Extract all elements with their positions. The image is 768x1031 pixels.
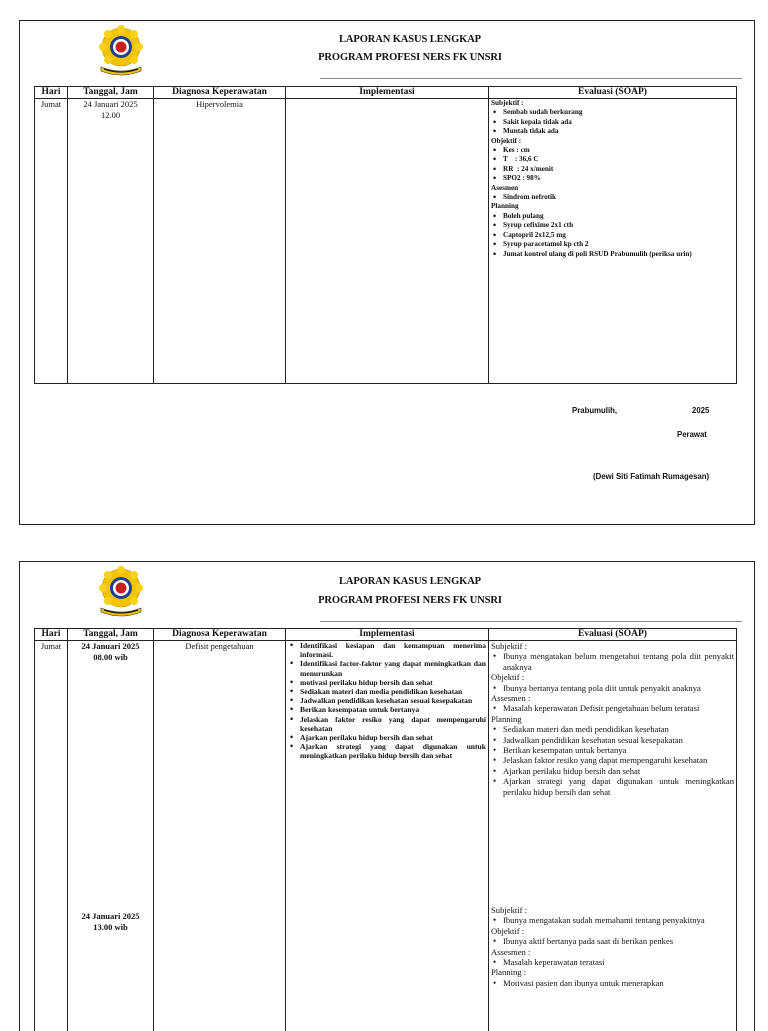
col-implementasi: Implementasi	[286, 629, 489, 641]
diagnosis-text: Hipervolemia	[196, 99, 243, 109]
university-crest-icon	[95, 25, 147, 79]
soap-p-item: • Ajarkan strategi yang dapat digunakan untuk meningkatkan perilaku hidup bersih dan sehat	[503, 776, 734, 797]
soap-p-label: Planning	[491, 714, 734, 724]
impl-item: • Identifikasi factor-faktor yang dapat meningkatkan dan menurunkan	[300, 659, 486, 677]
impl-item: • Jelaskan faktor resiko yang dapat mempengaruhi kesehatan	[300, 715, 486, 733]
soap-a-label: Assesmen :	[491, 947, 734, 957]
col-tanggal-jam: Tanggal, Jam	[68, 87, 154, 99]
impl-item: • Jadwalkan pendidikan kesehatan sesuai kesepakatan	[300, 696, 486, 705]
soap-o-item: • Ibunya aktif bertanya pada saat di berikan penkes	[503, 936, 734, 946]
cell-diagnosis	[154, 641, 286, 1031]
col-hari: Hari	[35, 87, 68, 99]
soap-s-item: • Ibunya mengatakan sudah memahami tentang penyakitnya	[503, 915, 734, 925]
header-rule	[320, 621, 742, 622]
col-evaluasi: Evaluasi (SOAP)	[489, 629, 737, 641]
soap-o-label: Objektif :	[491, 926, 734, 936]
signature-name: (Dewi Siti Fatimah Rumagesan)	[593, 472, 709, 481]
report-page-2	[19, 561, 755, 1031]
soap-p-item: • Motivasi pasien dan ibunya untuk menerapkan	[503, 978, 734, 988]
soap-p-item: • Syrup paracetamol kp cth 2	[503, 240, 734, 249]
col-tanggal-jam: Tanggal, Jam	[68, 629, 154, 641]
day-text: Jumat	[41, 99, 61, 109]
soap-a-label: Asesmen	[491, 184, 734, 193]
report-table-1	[34, 86, 737, 384]
col-evaluasi: Evaluasi (SOAP)	[489, 87, 737, 99]
impl-item: • Sediakan materi dan media pendidikan kesehatan	[300, 687, 486, 696]
col-hari: Hari	[35, 629, 68, 641]
cell-implementasi	[286, 641, 489, 1031]
diagnosis-text: Defisit pengetahuan	[185, 641, 253, 651]
soap-p-item: • Captopril 2x12,5 mg	[503, 231, 734, 240]
soap-o-item: • Ibunya bertanya tentang pola diit untuk penyakit anaknya	[503, 683, 734, 693]
soap-p-item: • Sediakan materi dan medi pendidikan kesehatan	[503, 724, 734, 734]
soap-s-item: • Ibunya mengatakan belum mengetahui tentang pola diit penyakit anaknya	[503, 651, 734, 672]
soap-p-label: Planning	[491, 202, 734, 211]
day-text: Jumat	[41, 641, 61, 651]
cell-date	[68, 641, 154, 1031]
impl-item: • Identifikasi kesiapan dan kemampuan menerima informasi.	[300, 641, 486, 659]
soap-s-label: Subjektif :	[491, 641, 734, 651]
soap-o-label: Objektif :	[491, 137, 734, 146]
soap-p-item: • Boleh pulang	[503, 212, 734, 221]
date-text-2: 24 Januari 2025	[68, 911, 153, 922]
report-subtitle: PROGRAM PROFESI NERS FK UNSRI	[270, 595, 550, 606]
time-text: 08.00 wib	[70, 652, 151, 663]
soap-o-item: • RR : 24 x/menit	[503, 165, 734, 174]
report-title: LAPORAN KASUS LENGKAP	[280, 572, 540, 591]
cell-date	[68, 99, 154, 384]
time-text-2: 13.00 wib	[68, 922, 153, 933]
cell-soap	[489, 641, 737, 1031]
soap-o-item: • SPO2 : 98%	[503, 174, 734, 183]
cell-implementasi	[286, 99, 489, 384]
report-title: LAPORAN KASUS LENGKAP	[280, 30, 540, 49]
report-subtitle: PROGRAM PROFESI NERS FK UNSRI	[270, 52, 550, 63]
signature-year: 2025	[692, 406, 709, 415]
soap-p-item: • Jadwalkan pendidikan kesehatan sesuai kesepakatan	[503, 735, 734, 745]
impl-item: • Ajarkan strategi yang dapat digunakan untuk meningkatkan perilaku hidup bersih dan sehat	[300, 742, 486, 760]
soap-s-label: Subjektif :	[491, 905, 734, 915]
impl-item: • Berikan kesempatan untuk bertanya	[300, 705, 486, 714]
soap-a-item: • Sindrom nefrotik	[503, 193, 734, 202]
header-rule	[320, 78, 742, 79]
date-text: 24 Januari 2025	[70, 99, 151, 110]
soap-a-item: • Masalah keperawatan teratasi	[503, 957, 734, 967]
col-diagnosa: Diagnosa Keperawatan	[154, 87, 286, 99]
soap-p-item: • Syrup cefixime 2x1 cth	[503, 221, 734, 230]
cell-day	[35, 99, 68, 384]
report-page-1	[19, 20, 755, 525]
soap-p-item: • Berikan kesempatan untuk bertanya	[503, 745, 734, 755]
soap-s-item: • Sembab sudah berkurang	[503, 108, 734, 117]
date-text: 24 Januari 2025	[70, 641, 151, 652]
col-implementasi: Implementasi	[286, 87, 489, 99]
cell-diagnosis	[154, 99, 286, 384]
soap-p-item: • Ajarkan perilaku hidup bersih dan sehat	[503, 766, 734, 776]
soap-a-label: Assesmen :	[491, 693, 734, 703]
signature-place: Prabumulih,	[572, 406, 617, 415]
time-text: 12.00	[70, 110, 151, 121]
soap-p-item: • Jelaskan faktor resiko yang dapat mempengaruhi kesehatan	[503, 755, 734, 765]
signature-role: Perawat	[677, 430, 707, 439]
soap-s-item: • Sakit kepala tidak ada	[503, 118, 734, 127]
soap-s-item: • Muntah tidak ada	[503, 127, 734, 136]
report-table-2	[34, 628, 737, 1031]
soap-o-item: • Kes : cm	[503, 146, 734, 155]
col-diagnosa: Diagnosa Keperawatan	[154, 629, 286, 641]
soap-o-item: • T : 36,6 C	[503, 155, 734, 164]
impl-item: • motivasi perilaku hidup bersih dan sehat	[300, 678, 486, 687]
cell-day	[35, 641, 68, 1031]
soap-s-label: Subjektif :	[491, 99, 734, 108]
cell-soap	[489, 99, 737, 384]
university-crest-icon	[95, 566, 147, 620]
impl-item: • Ajarkan perilaku hidup bersih dan sehat	[300, 733, 486, 742]
soap-o-label: Objektif :	[491, 672, 734, 682]
soap-p-item: • Jumat kontrol ulang di poli RSUD Prabumulih (periksa urin)	[503, 250, 734, 259]
soap-a-item: • Masalah keperawatan Defisit pengetahuan belum teratasi	[503, 703, 734, 713]
soap-p-label: Planning :	[491, 967, 734, 977]
